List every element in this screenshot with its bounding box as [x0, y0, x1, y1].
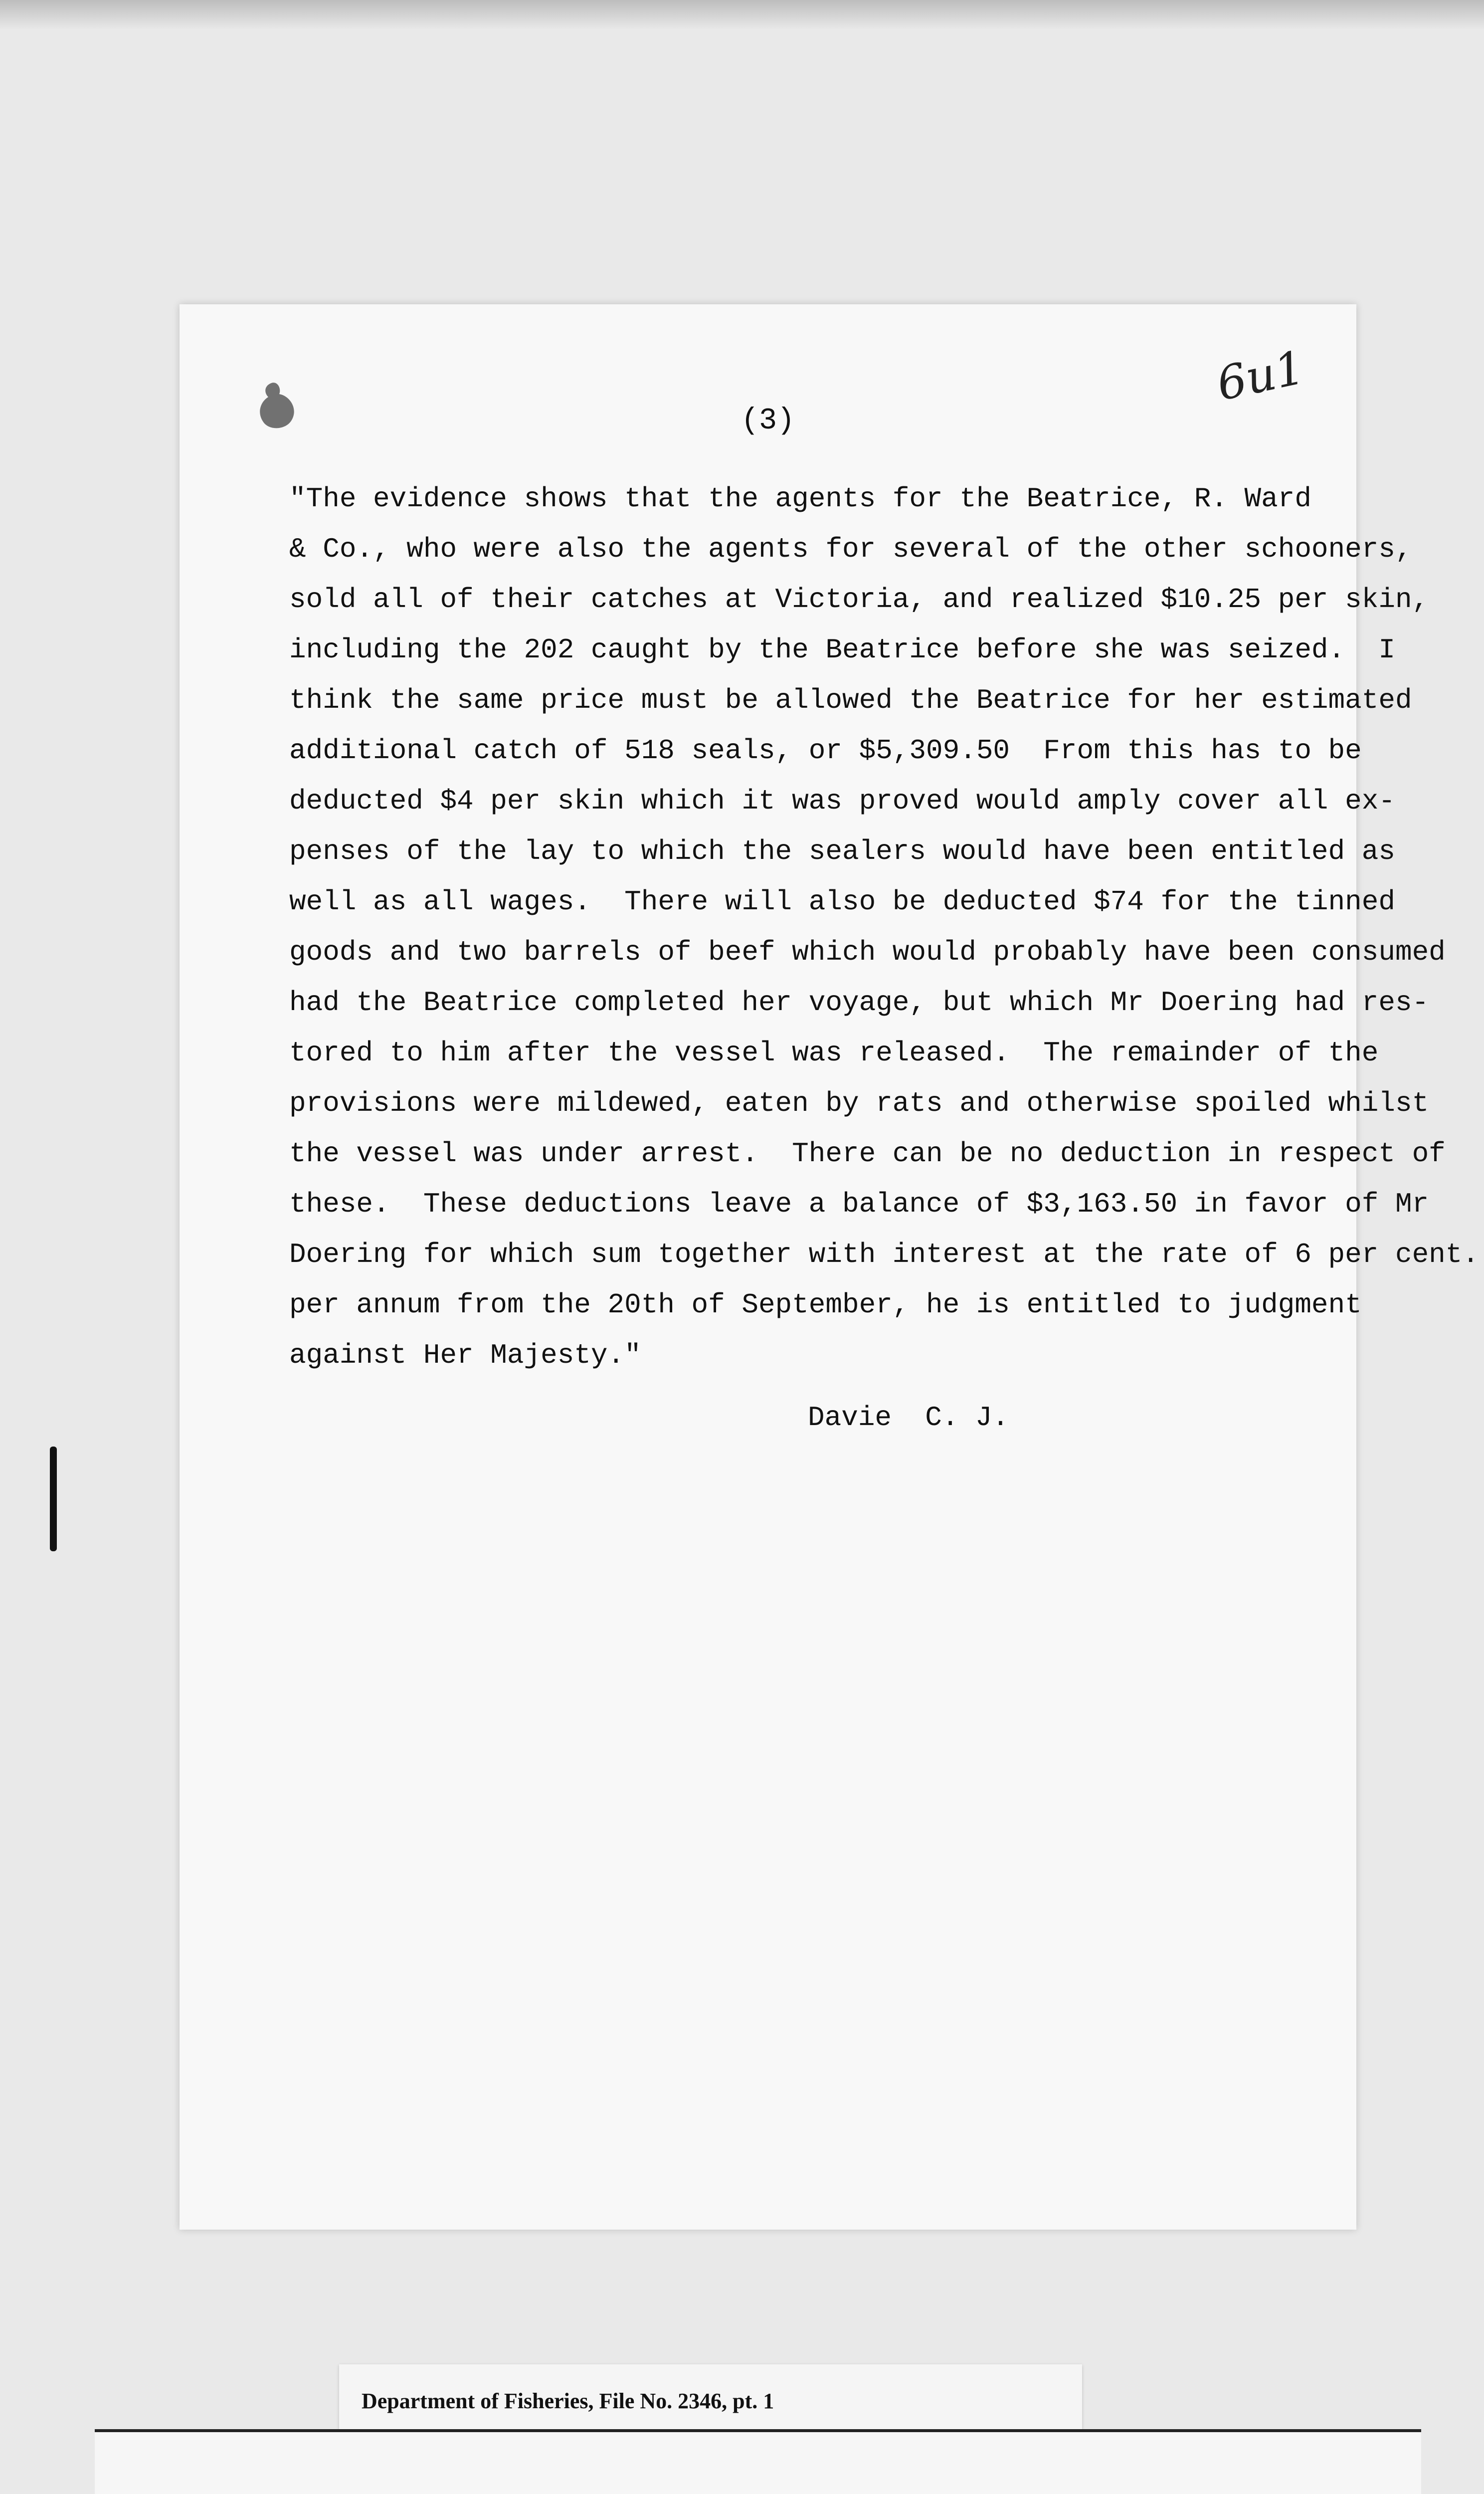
- body-line: Doering for which sum together with interest at the rate of 6 per cent.: [289, 1239, 1479, 1270]
- body-line: had the Beatrice completed her voyage, but which Mr Doering had res-: [289, 987, 1429, 1019]
- body-line: deducted $4 per skin which it was proved would amply cover all ex-: [289, 785, 1395, 817]
- scan-top-edge: [0, 0, 1484, 30]
- body-line: well as all wages. There will also be deducted $74 for the tinned: [289, 886, 1395, 918]
- body-line: think the same price must be allowed the Beatrice for her estimated: [289, 684, 1412, 716]
- page-number: (3): [741, 404, 795, 438]
- archives-stamp-card: [95, 2429, 1421, 2494]
- body-line: against Her Majesty.": [289, 1339, 641, 1371]
- body-line: goods and two barrels of beef which would probably have been consumed: [289, 936, 1446, 968]
- typed-body-text: [289, 474, 1479, 1381]
- handwritten-folio-number: 6u1: [1212, 340, 1309, 412]
- body-line: provisions were mildewed, eaten by rats and otherwise spoiled whilst: [289, 1087, 1429, 1119]
- body-line: penses of the lay to which the sealers would have been entitled as: [289, 835, 1395, 867]
- body-line: the vessel was under arrest. There can be no deduction in respect of: [289, 1138, 1446, 1170]
- file-reference-label: [339, 2364, 1082, 2429]
- document-page: [180, 304, 1479, 2230]
- body-line: "The evidence shows that the agents for the Beatrice, R. Ward: [289, 483, 1311, 515]
- body-line: these. These deductions leave a balance of $3,163.50 in favor of Mr: [289, 1188, 1429, 1220]
- body-line: additional catch of 518 seals, or $5,309.50 From this has to be: [289, 735, 1362, 767]
- body-line: including the 202 caught by the Beatrice before she was seized. I: [289, 634, 1395, 666]
- file-reference-text: Department of Fisheries, File No. 2346, pt. 1: [362, 2389, 774, 2413]
- margin-mark: [50, 1447, 57, 1551]
- body-line: tored to him after the vessel was released. The remainder of the: [289, 1037, 1379, 1069]
- body-line: sold all of their catches at Victoria, and realized $10.25 per skin,: [289, 584, 1429, 616]
- signature: Davie C. J.: [808, 1402, 1009, 1434]
- body-line: & Co., who were also the agents for several of the other schooners,: [289, 533, 1412, 565]
- body-line: per annum from the 20th of September, he is entitled to judgment: [289, 1289, 1362, 1321]
